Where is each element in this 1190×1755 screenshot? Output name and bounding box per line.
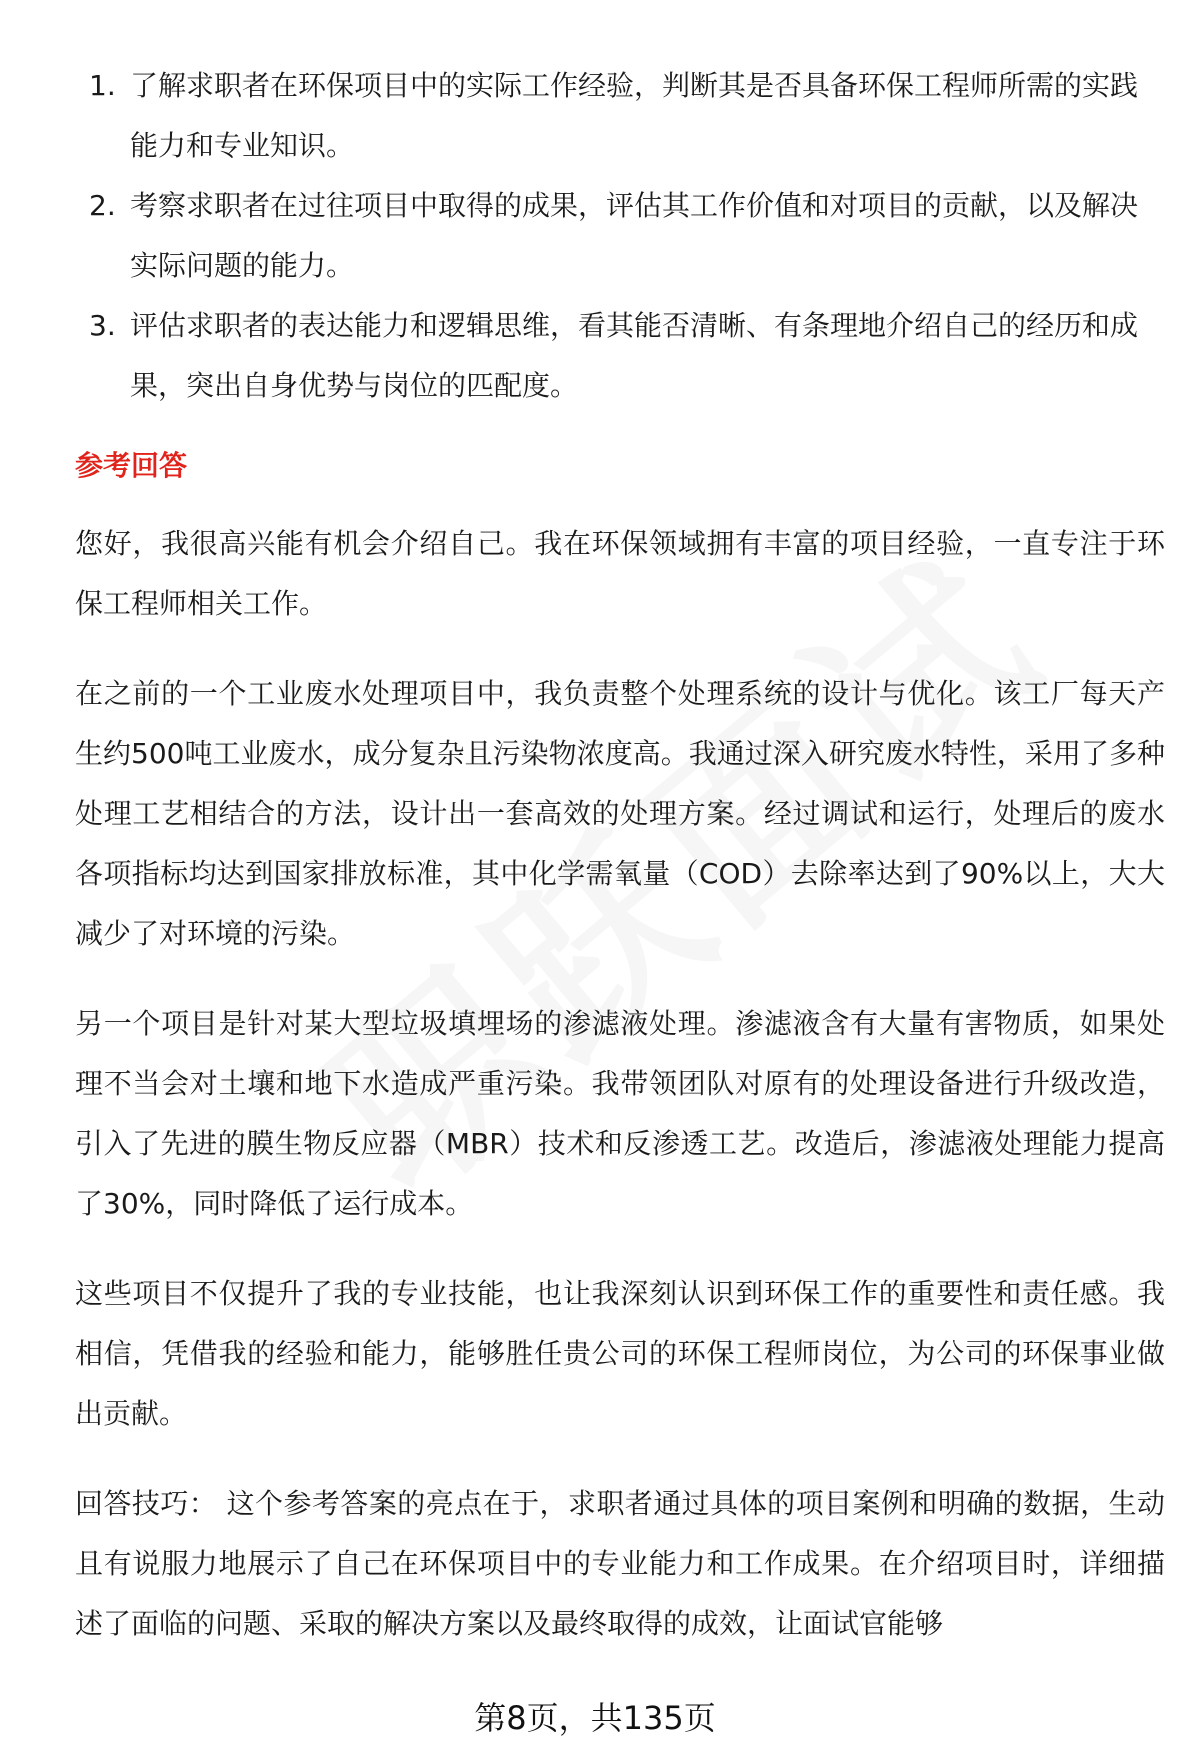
answer-paragraph-wastewater-project: 在之前的一个工业废水处理项目中，我负责整个处理系统的设计与优化。该工厂每天产生约500吨工业废水，成分复杂且污染物浓度高。我通过深入研究废水特性，采用了多种处理工艺相结合的方法，设计出一套高效的处理方案。经过调试和运行，处理后的废水各项指标均达到国家排放标准，其中化学需氧量（COD）去除率达到了90%以上，大大减少了对环境的污染。 — [75, 677, 1165, 950]
page-number-footer: 第8页，共135页 — [474, 1699, 716, 1737]
answer-paragraph-conclusion: 这些项目不仅提升了我的专业技能，也让我深刻认识到环保工作的重要性和责任感。我相信，凭借我的经验和能力，能够胜任贵公司的环保工程师岗位，为公司的环保事业做出贡献。 — [75, 1277, 1165, 1430]
section-title: 参考回答 — [75, 449, 188, 482]
answer-paragraph-intro: 您好，我很高兴能有机会介绍自己。我在环保领域拥有丰富的项目经验，一直专注于环保工程师相关工作。 — [75, 527, 1165, 620]
answer-tips-paragraph: 回答技巧： 这个参考答案的亮点在于，求职者通过具体的项目案例和明确的数据，生动且有说服力地展示了自己在环保项目中的专业能力和工作成果。在介绍项目时，详细描述了面临的问题、采取的解决方案以及最终取得的成效，让面试官能够 — [75, 1487, 1165, 1640]
main-content — [75, 56, 1165, 1684]
evaluation-criteria-list — [75, 56, 1165, 416]
list-item-text: 考察求职者在过往项目中取得的成果，评估其工作价值和对项目的贡献，以及解决实际问题的能力。 — [130, 189, 1139, 282]
list-item — [75, 176, 1165, 296]
list-item-text: 评估求职者的表达能力和逻辑思维，看其能否清晰、有条理地介绍自己的经历和成果，突出自身优势与岗位的匹配度。 — [130, 309, 1139, 402]
answer-paragraph-leachate-project: 另一个项目是针对某大型垃圾填埋场的渗滤液处理。渗滤液含有大量有害物质，如果处理不当会对土壤和地下水造成严重污染。我带领团队对原有的处理设备进行升级改造，引入了先进的膜生物反应器（MBR）技术和反渗透工艺。改造后，渗滤液处理能力提高了30%，同时降低了运行成本。 — [75, 1007, 1165, 1220]
list-item-text: 了解求职者在环保项目中的实际工作经验，判断其是否具备环保工程师所需的实践能力和专业知识。 — [130, 69, 1139, 162]
list-item — [75, 56, 1165, 176]
list-item — [75, 296, 1165, 416]
list-item-number: 2. — [89, 189, 116, 222]
list-item-number: 1. — [89, 69, 116, 102]
list-item-number: 3. — [89, 309, 116, 342]
